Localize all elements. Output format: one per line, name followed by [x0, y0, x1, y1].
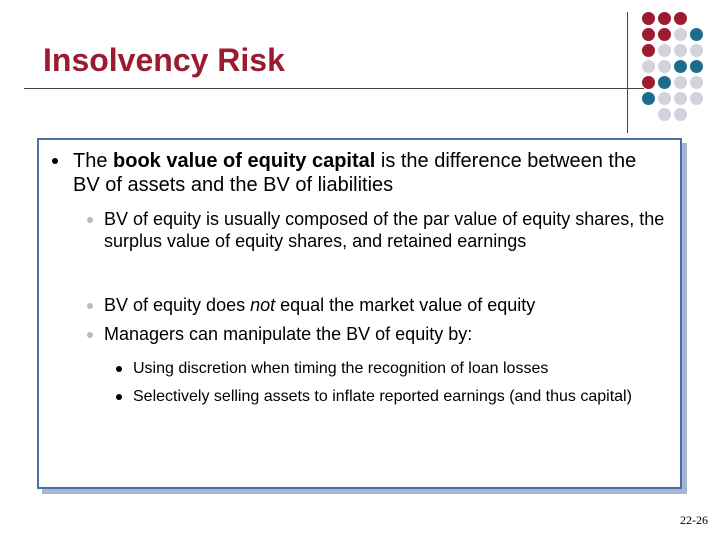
dot: [674, 92, 687, 105]
text-part: equal the market value of equity: [275, 295, 536, 315]
dot: [690, 28, 703, 41]
text-italic: not: [250, 295, 276, 315]
text-part: BV of equity is usually composed of the par value of equity shares, the surplus value of equity shares, and retained earnings: [104, 209, 665, 251]
dot: [674, 60, 687, 73]
dot: [690, 44, 703, 57]
slide-number: 22-26: [680, 513, 708, 527]
dot: [658, 108, 671, 121]
bullet-level2: [87, 303, 93, 309]
text-part: The: [73, 150, 114, 172]
bullet-level2: [87, 217, 93, 223]
dot: [658, 44, 671, 57]
bullet-level1-text: [73, 149, 643, 197]
bullet-level1: [52, 158, 58, 164]
bullet-level2-text: [104, 324, 674, 346]
dot: [690, 76, 703, 89]
bullet-level2-text: [104, 295, 674, 317]
dot: [658, 12, 671, 25]
dot: [642, 44, 655, 57]
bullet-level3-text: Selectively selling assets to inflate reported earnings (and thus capital): [133, 388, 632, 405]
dot: [658, 76, 671, 89]
dot: [674, 12, 687, 25]
text-bold: book value of equity capital: [113, 150, 376, 172]
dot: [642, 92, 655, 105]
horizontal-rule: [24, 88, 644, 89]
dot: [690, 92, 703, 105]
dot: [674, 108, 687, 121]
bullet-level3: [116, 394, 122, 400]
dot: [642, 60, 655, 73]
dot: [658, 92, 671, 105]
slide-title: Insolvency Risk: [43, 42, 285, 78]
dot: [658, 28, 671, 41]
dot: [674, 76, 687, 89]
dot: [690, 60, 703, 73]
vertical-rule: [627, 12, 628, 133]
dot: [642, 28, 655, 41]
bullet-level3-text: Using discretion when timing the recognition of loan losses: [133, 360, 549, 377]
text-part: Managers can manipulate the BV of equity by:: [104, 324, 473, 344]
dot: [642, 12, 655, 25]
bullet-level2-text: [104, 209, 674, 252]
bullet-level2: [87, 332, 93, 338]
text-part: is the difference between the BV of assets and the BV of liabilities: [73, 150, 637, 196]
bullet-level3: [116, 366, 122, 372]
dot: [674, 44, 687, 57]
dot: [674, 28, 687, 41]
text-part: BV of equity does: [104, 295, 251, 315]
dot: [642, 76, 655, 89]
dot: [658, 60, 671, 73]
